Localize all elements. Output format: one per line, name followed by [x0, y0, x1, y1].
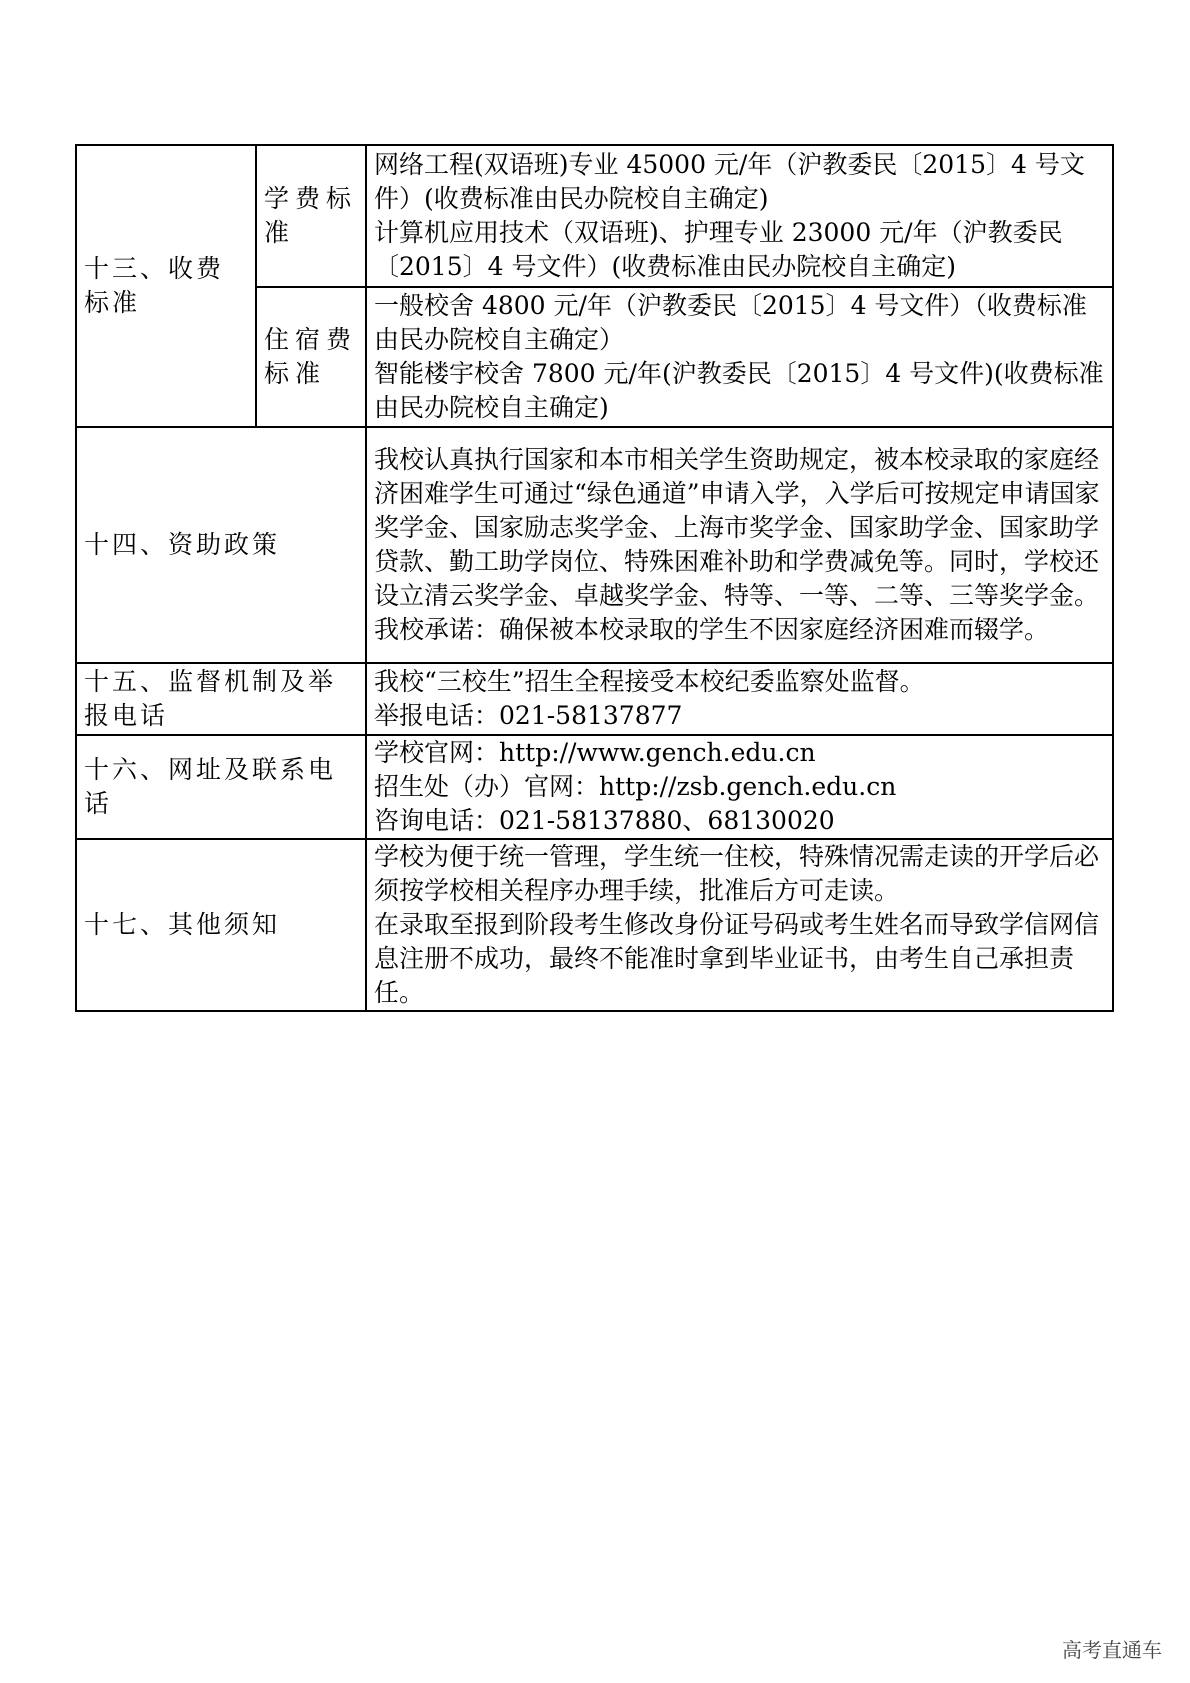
other-id-change-note: 在录取至报到阶段考生修改身份证号码或考生姓名而导致学信网信息注册不成功，最终不能准时拿到毕业证书，由考生自己承担责任。 — [374, 910, 1100, 1007]
tuition-line-computer: 计算机应用技术（双语班)、护理专业 23000 元/年（沪教委民〔2015〕4 号文件）(收费标准由民办院校自主确定) — [374, 218, 1063, 281]
tuition-line-network: 网络工程(双语班)专业 45000 元/年（沪教委民〔2015〕4 号文件）(收费标准由民办院校自主确定) — [374, 150, 1085, 213]
inquiry-phone: 咨询电话：021-58137880、68130020 — [374, 806, 835, 835]
row-supervision — [76, 663, 1113, 735]
supervision-label: 十五、监督机制及举报电话 — [84, 667, 337, 730]
supervision-text: 我校“三校生”招生全程接受本校纪委监察处监督。 — [374, 667, 925, 696]
accommodation-label-cell — [256, 287, 366, 427]
contact-content-cell — [366, 735, 1113, 839]
tuition-label: 学费标准 — [264, 184, 358, 247]
other-label-cell — [76, 839, 366, 1011]
other-label: 十七、其他须知 — [84, 910, 281, 939]
accommodation-line-smart: 智能楼宇校舍 7800 元/年(沪教委民〔2015〕4 号文件)(收费标准由民办院校自主确定) — [374, 359, 1104, 422]
watermark: 高考直通车 — [1062, 1638, 1162, 1662]
contact-label: 十六、网址及联系电话 — [84, 755, 337, 818]
school-website: 学校官网：http://www.gench.edu.cn — [374, 738, 816, 767]
aid-text: 我校认真执行国家和本市相关学生资助规定，被本校录取的家庭经济困难学生可通过“绿色通道”申请入学，入学后可按规定申请国家奖学金、国家励志奖学金、上海市奖学金、国家助学金、国家助学贷款、勤工助学岗位、特殊困难补助和学费减免等。同时，学校还设立清云奖学金、卓越奖学金、特等、一等、二等、三等奖学金。我校承诺：确保被本校录取的学生不因家庭经济困难而辍学。 — [374, 445, 1100, 644]
row-tuition — [76, 145, 1113, 287]
aid-label: 十四、资助政策 — [84, 530, 281, 559]
info-table — [75, 144, 1114, 1012]
accommodation-line-general: 一般校舍 4800 元/年（沪教委民〔2015〕4 号文件）（收费标准由民办院校自主确定） — [374, 291, 1087, 354]
admissions-website: 招生处（办）官网：http://zsb.gench.edu.cn — [374, 772, 897, 801]
accommodation-content-cell — [366, 287, 1113, 427]
supervision-label-cell — [76, 663, 366, 735]
fees-label: 十三、收费标准 — [84, 254, 225, 317]
supervision-phone: 举报电话：021-58137877 — [374, 701, 683, 730]
accommodation-label: 住宿费标准 — [264, 325, 358, 388]
aid-label-cell — [76, 427, 366, 663]
contact-label-cell — [76, 735, 366, 839]
tuition-content-cell — [366, 145, 1113, 287]
row-aid — [76, 427, 1113, 663]
fees-label-cell — [76, 145, 256, 427]
other-content-cell — [366, 839, 1113, 1011]
supervision-content-cell — [366, 663, 1113, 735]
aid-content-cell — [366, 427, 1113, 663]
row-other — [76, 839, 1113, 1011]
other-boarding-note: 学校为便于统一管理，学生统一住校，特殊情况需走读的开学后必须按学校相关程序办理手续，批准后方可走读。 — [374, 842, 1100, 905]
tuition-label-cell — [256, 145, 366, 287]
row-contact — [76, 735, 1113, 839]
